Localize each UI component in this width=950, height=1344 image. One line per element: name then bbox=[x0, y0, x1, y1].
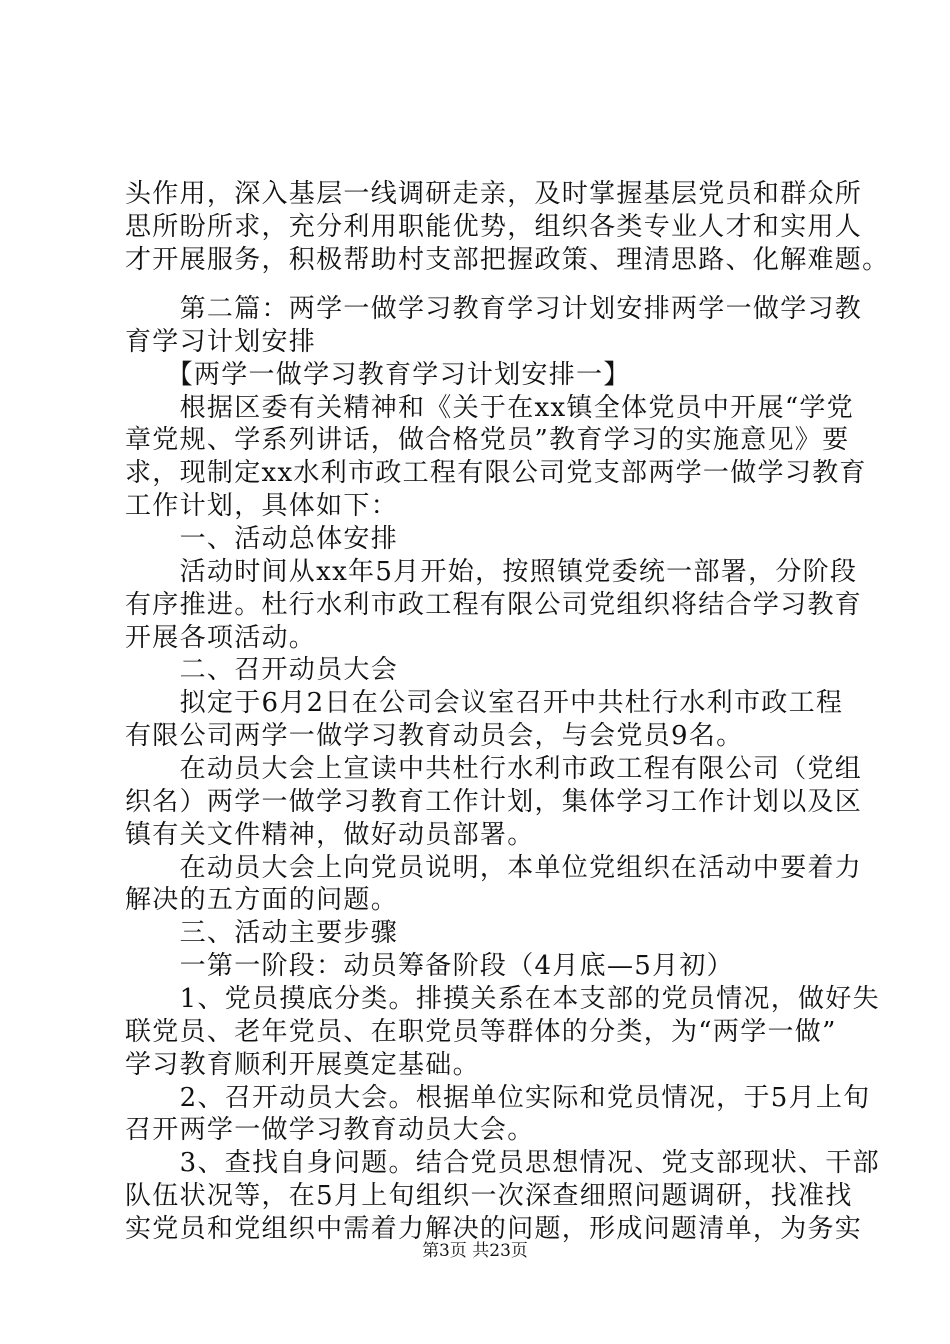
body-text-line: 解决的五方面的问题。 bbox=[125, 885, 399, 915]
body-text-line: 有限公司两学一做学习教育动员会，与会党员9名。 bbox=[125, 721, 744, 751]
body-text-line: 头作用，深入基层一线调研走亲，及时掌握基层党员和群众所 bbox=[125, 179, 863, 209]
body-text-line: 3、查找自身问题。结合党员思想情况、党支部现状、干部 bbox=[125, 1148, 880, 1178]
body-text-line: 章党规、学系列讲话，做合格党员”教育学习的实施意见》要 bbox=[125, 425, 850, 455]
body-text-line: 召开两学一做学习教育动员大会。 bbox=[125, 1115, 535, 1145]
heading-line: 一、活动总体安排 bbox=[125, 524, 399, 554]
body-text-line: 活动时间从xx年5月开始，按照镇党委统一部署，分阶段 bbox=[125, 557, 858, 587]
body-text-line: 织名）两学一做学习教育工作计划，集体学习工作计划以及区 bbox=[125, 787, 863, 817]
body-text-line: 求，现制定xx水利市政工程有限公司党支部两学一做学习教育 bbox=[125, 458, 867, 488]
subheading-line: 一第一阶段：动员筹备阶段（4月底—5月初） bbox=[125, 951, 734, 981]
body-text-line: 思所盼所求，充分利用职能优势，组织各类专业人才和实用人 bbox=[125, 212, 863, 242]
body-text-line: 实党员和党组织中需着力解决的问题，形成问题清单，为务实 bbox=[125, 1214, 863, 1244]
body-text-line: 根据区委有关精神和《关于在xx镇全体党员中开展“学党 bbox=[125, 393, 855, 423]
body-text-line: 拟定于6月2日在公司会议室召开中共杜行水利市政工程 bbox=[125, 688, 844, 718]
subheading-line: 【两学一做学习教育学习计划安排一】 bbox=[125, 360, 631, 390]
heading-line: 三、活动主要步骤 bbox=[125, 918, 399, 948]
body-text-line: 在动员大会上宣读中共杜行水利市政工程有限公司（党组 bbox=[125, 754, 863, 784]
body-text-line: 2、召开动员大会。根据单位实际和党员情况，于5月上旬 bbox=[125, 1083, 871, 1113]
page-number-footer: 第3页 共23页 bbox=[422, 1241, 528, 1261]
body-text-line: 才开展服务，积极帮助村支部把握政策、理清思路、化解难题。 bbox=[125, 245, 890, 275]
body-text-line: 镇有关文件精神，做好动员部署。 bbox=[125, 820, 535, 850]
section-title-line: 育学习计划安排 bbox=[125, 327, 317, 357]
body-text-line: 工作计划，具体如下： bbox=[125, 491, 399, 521]
body-text-line: 队伍状况等，在5月上旬组织一次深查细照问题调研，找准找 bbox=[125, 1181, 853, 1211]
body-text-line: 开展各项活动。 bbox=[125, 623, 317, 653]
heading-line: 二、召开动员大会 bbox=[125, 655, 399, 685]
body-text-line: 学习教育顺利开展奠定基础。 bbox=[125, 1050, 480, 1080]
body-text-line: 联党员、老年党员、在职党员等群体的分类，为“两学一做” bbox=[125, 1017, 837, 1047]
body-text-line: 有序推进。杜行水利市政工程有限公司党组织将结合学习教育 bbox=[125, 590, 863, 620]
body-text-line: 1、党员摸底分类。排摸关系在本支部的党员情况，做好失 bbox=[125, 984, 880, 1014]
section-title-line: 第二篇：两学一做学习教育学习计划安排两学一做学习教 bbox=[125, 294, 863, 324]
body-text-line: 在动员大会上向党员说明，本单位党组织在活动中要着力 bbox=[125, 853, 863, 883]
